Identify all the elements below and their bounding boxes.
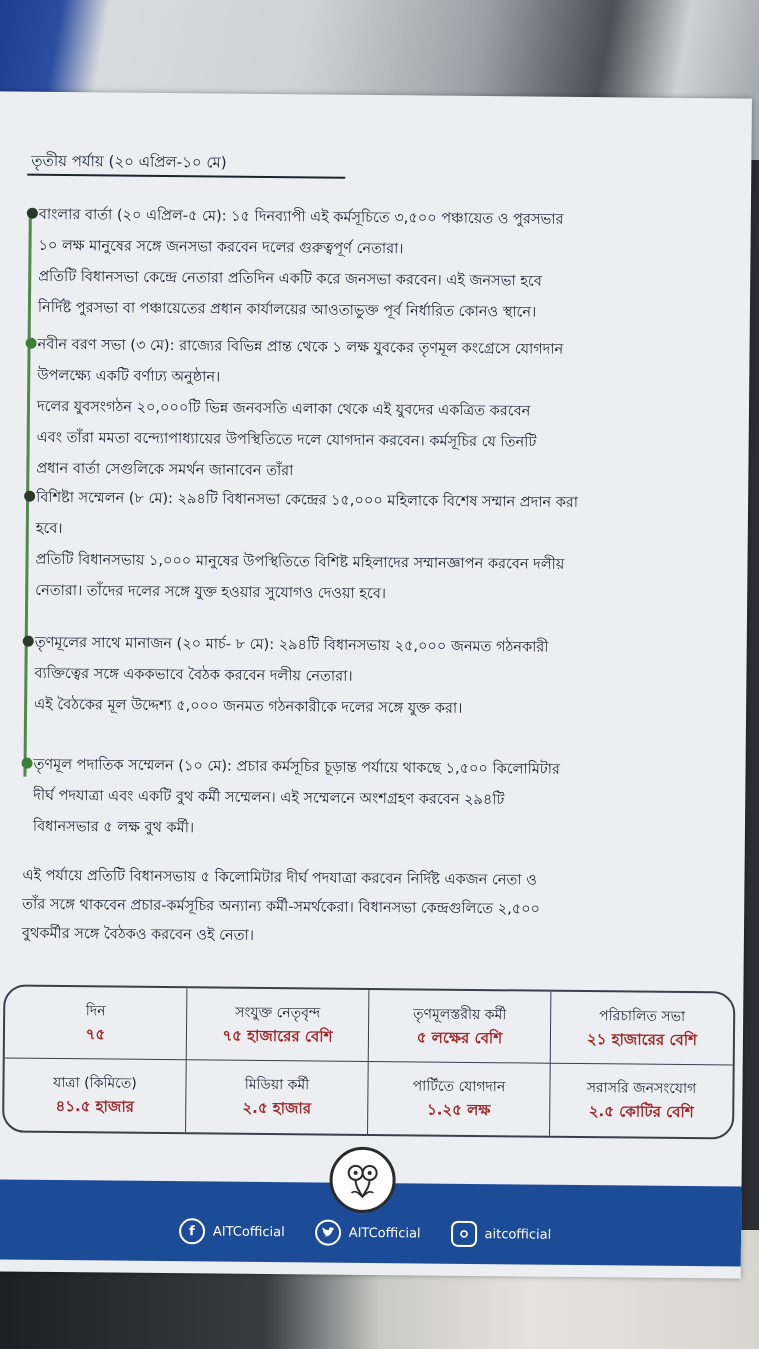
section-bishishta-sammelan (35, 485, 726, 616)
section-line: হবে। (35, 520, 63, 538)
heading-underline (27, 174, 345, 179)
section-line: নবীন বরণ সভা (৩ মে): রাজ্যের বিভিন্ন প্রান্ত থেকে ১ লক্ষ যুবকের তৃণমূল কংগ্রেসে যোগদান (37, 336, 564, 358)
stat-cell-public-outreach (550, 1064, 733, 1138)
stat-value: ৭৫ হাজারের বেশি (222, 1026, 333, 1046)
facebook-handle: AITCofficial (212, 1223, 285, 1240)
section-line: তৃণমূল পদাতিক সম্মেলন (১০ মে): প্রচার কর্মসূচির চূড়ান্ত পর্যায়ে থাকছে ১,৫০০ কিলোমিটার (33, 756, 560, 778)
timeline-bullet (24, 491, 35, 502)
leaflet-page (0, 91, 752, 1278)
stat-value: ৪১.৫ হাজার (55, 1096, 135, 1116)
stat-cell-media-workers (186, 1060, 369, 1134)
section-line: নেতারা। তাঁদের দলের সঙ্গে যুক্ত হওয়ার সুযোগও দেওয়া হবে। (35, 582, 387, 603)
section-line: তৃণমূলের সাথে মানাজন (২০ মার্চ- ৮ মে): ২৯৪টি বিধানসভায় ২৫,০০০ জনমত গঠনকারী (34, 634, 549, 656)
stat-cell-party-joining (368, 1062, 551, 1136)
instagram-handle: aitcofficial (484, 1226, 552, 1243)
timeline-bullet (22, 758, 33, 769)
section-line: প্রতিটি বিধানসভায় ১,০০০ মানুষের উপস্থিতিতে বিশিষ্ট মহিলাদের সম্মানজ্ঞাপন করবেন দলীয় (35, 551, 565, 573)
stats-table (2, 984, 735, 1139)
stat-cell-leaders (187, 988, 370, 1062)
stat-label: মিডিয়া কর্মী (244, 1076, 310, 1094)
stat-label: তৃণমূলস্তরীয় কর্মী (412, 1005, 507, 1023)
stat-label: যাত্রা (কিমিতে) (53, 1074, 137, 1092)
section-line: এই বৈঠকের মূল উদ্দেশ্য ৫,০০০ জনমত গঠনকারীকে দলের সঙ্গে যুক্ত করা। (34, 696, 463, 717)
stat-label: দিন (85, 1002, 106, 1019)
closing-line: বুথকর্মীর সঙ্গে বৈঠকও করবেন ওই নেতা। (21, 925, 255, 944)
stat-value: ৭৫ (85, 1024, 106, 1043)
stat-cell-journey-km (4, 1058, 187, 1132)
section-line: ব্যক্তিত্বের সঙ্গে এককভাবে বৈঠক করবেন দলীয় নেতারা। (34, 665, 353, 685)
section-line: প্রতিটি বিধানসভা কেন্দ্রে নেতারা প্রতিদিন একটি করে জনসভা করবেন। এই জনসভা হবে (38, 268, 542, 290)
section-line: এবং তাঁরা মমতা বন্দ্যোপাধ্যায়ের উপস্থিতিতে দলে যোগদান করবেন। কর্মসূচির যে তিনটি (36, 429, 537, 451)
timeline-bullet (23, 636, 34, 647)
section-line: ১০ লক্ষ মানুষের সঙ্গে জনসভা করবেন দলের গুরুত্বপূর্ণ নেতারা। (38, 237, 404, 258)
stat-cell-grassroots-workers (369, 990, 552, 1064)
stat-label: পার্টিতে যোগদান (412, 1078, 506, 1096)
twitter-handle: AITCofficial (348, 1225, 421, 1241)
stat-value: ২১ হাজারের বেশি (586, 1029, 698, 1049)
instagram-icon (450, 1221, 476, 1247)
stat-cell-days (5, 986, 188, 1060)
section-trinamul-manajan (34, 630, 725, 730)
section-line: বাংলার বার্তা (২০ এপ্রিল-৫ মে): ১৫ দিনব্যাপী এই কর্মসূচিতে ৩,৫০০ পঞ্চায়েত ও পুরসভার (38, 206, 564, 228)
twitter-icon (315, 1219, 341, 1245)
timeline-bullet (27, 208, 38, 219)
section-line: বিধানসভার ৫ লক্ষ বুথ কর্মী। (32, 818, 195, 837)
stat-label: সরাসরি জনসংযোগ (586, 1080, 697, 1098)
section-line: দলের যুবসংগঠন ২০,০০০টি ভিন্ন জনবসতি এলাকা থেকে এই যুবদের একত্রিত করবেন (36, 398, 531, 420)
closing-line: এই পর্যায়ে প্রতিটি বিধানসভায় ৫ কিলোমিটার দীর্ঘ পদযাত্রা করবেন নির্দিষ্ট একজন নেতা ও (22, 867, 537, 889)
section-line: প্রধান বার্তা সেগুলিকে সমর্থন জানাবেন তাঁরা (36, 460, 294, 480)
phase-heading: তৃতীয় পর্যায় (২০ এপ্রিল-১০ মে) (31, 151, 227, 172)
section-line: বিশিষ্টা সম্মেলন (৮ মে): ২৯৪টি বিধানসভা কেন্দ্রের ১৫,০০০ মহিলাকে বিশেষ সম্মান প্রদান করা (36, 489, 579, 511)
section-line: দীর্ঘ পদযাত্রা এবং একটি বুথ কর্মী সম্মেলন। এই সম্মেলনে অংশগ্রহণ করবেন ২৯৪টি (33, 787, 505, 809)
section-nabin-baran (36, 332, 727, 494)
stat-value: ২.৫ হাজার (242, 1098, 312, 1118)
twitter-link[interactable] (315, 1219, 421, 1246)
stat-value: ১.২৫ লক্ষ (426, 1100, 491, 1120)
timeline-bullet (26, 338, 37, 349)
facebook-link[interactable] (179, 1218, 285, 1245)
stat-label: সংযুক্ত নেতৃবৃন্দ (235, 1004, 321, 1022)
facebook-icon: f (179, 1218, 205, 1244)
section-padatik-sammelan (33, 752, 724, 852)
stat-value: ৫ লক্ষের বেশি (416, 1027, 503, 1047)
twin-flowers-icon (339, 1157, 385, 1203)
stat-value: ২.৫ কোটির বেশি (588, 1102, 694, 1122)
section-banglar-barta (38, 202, 729, 333)
section-line: উপলক্ষ্যে একটি বর্ণাঢ্য অনুষ্ঠান। (37, 367, 221, 386)
closing-paragraph (22, 862, 713, 956)
party-emblem-logo (329, 1147, 396, 1214)
instagram-link[interactable] (450, 1221, 551, 1248)
stat-label: পরিচালিত সভা (599, 1007, 686, 1025)
closing-line: তাঁর সঙ্গে থাকবেন প্রচার-কর্মসূচির অন্যান্য কর্মী-সমর্থকেরা। বিধানসভা কেন্দ্রগুলিতে ২,৫০০ (22, 896, 541, 918)
section-line: নির্দিষ্ট পুরসভা বা পঞ্চায়েতের প্রধান কার্যালয়ের আওতাভুক্ত পূর্ব নির্ধারিত কোনও স্থানে। (37, 299, 537, 321)
stat-cell-meetings (551, 992, 734, 1066)
